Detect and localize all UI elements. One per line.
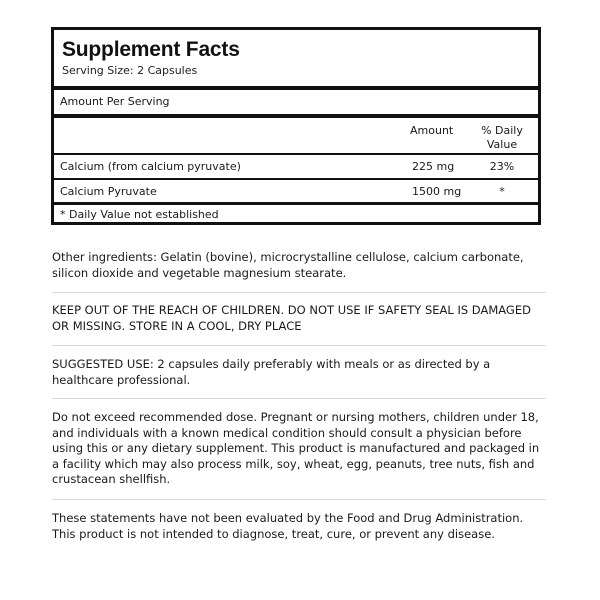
facts-header: [54, 30, 538, 90]
other-ingredients-text: Other ingredients: Gelatin (bovine), microcrystalline cellulose, calcium carbonate, silicon dioxide and vegetable magnesium stearate.: [52, 250, 524, 280]
nutrient-amount: 1500 mg: [412, 185, 462, 198]
nutrient-daily-value: *: [499, 185, 505, 198]
supplement-facts-panel: [51, 27, 541, 225]
daily-value-footnote: * Daily Value not established: [60, 208, 219, 221]
nutrient-name: Calcium (from calcium pyruvate): [60, 160, 241, 173]
daily-value-column-header: % Daily Value: [481, 124, 523, 151]
section-divider: [52, 499, 546, 500]
amount-per-serving: Amount Per Serving: [54, 90, 538, 118]
nutrient-name: Calcium Pyruvate: [60, 185, 157, 198]
nutrient-daily-value: 23%: [489, 160, 515, 173]
section-divider: [52, 345, 546, 346]
fda-disclaimer-text: These statements have not been evaluated by the Food and Drug Administration. This product is not intended to diagnose, treat, cure, or prevent any disease.: [52, 511, 524, 541]
column-header-row: [54, 118, 538, 155]
section-divider: [52, 292, 546, 293]
amount-column-header: Amount: [410, 124, 454, 137]
caution-text: Do not exceed recommended dose. Pregnant or nursing mothers, children under 18, and individuals with a known medical condition should consult a physician before using this or any dietary supplement. This product is manufactured and packaged in a facility which may also process milk, soy, wheat, egg, peanuts, tree nuts, fish and crustacean shellfish.: [52, 410, 540, 486]
nutrient-amount: 225 mg: [412, 160, 455, 173]
facts-title: Supplement Facts: [62, 38, 240, 61]
warning-text: KEEP OUT OF THE REACH OF CHILDREN. DO NOT USE IF SAFETY SEAL IS DAMAGED OR MISSING. STORE IN A COOL, DRY PLACE: [52, 303, 531, 333]
suggested-use-text: SUGGESTED USE: 2 capsules daily preferably with meals or as directed by a healthcare professional.: [52, 357, 491, 387]
nutrient-row: [54, 180, 538, 205]
nutrient-row: [54, 155, 538, 180]
serving-size: Serving Size: 2 Capsules: [62, 64, 198, 77]
section-divider: [52, 398, 546, 399]
